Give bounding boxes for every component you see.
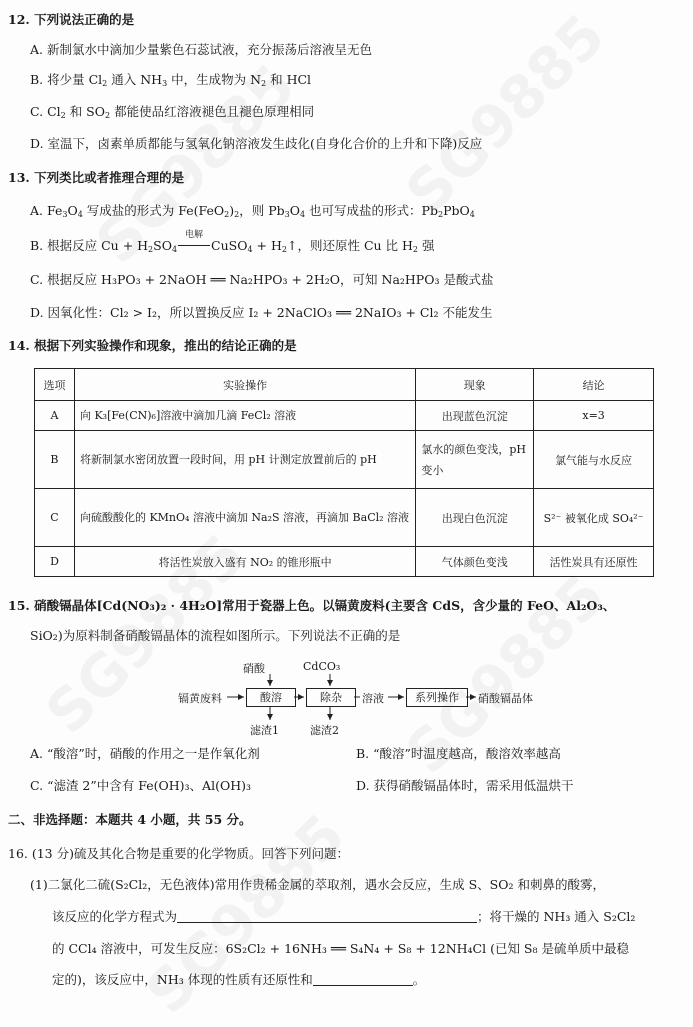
question-15-stem-cont: SiO₂)为原料制备硝酸镉晶体的流程如图所示。下列说法不正确的是 (30, 628, 401, 643)
flow-solution: 溶液 (362, 692, 384, 705)
question-13-stem: 13. 下列类比或者推理合理的是 (8, 170, 185, 185)
q12-option-b[interactable]: B. 将少量 $Cl_2$ 通入 $NH_3$ 中，生成物为 $N_2$ 和 HCl (30, 72, 312, 88)
flow-end-product: 硝酸镉晶体 (478, 692, 533, 705)
flow-start: 镉黄废料 (178, 692, 222, 705)
q12-option-c[interactable]: C. $Cl_2$ 和 $SO_2$ 都能使品红溶液褪色且褪色原理相同 (30, 104, 315, 120)
q16-part1-line3: 的 CCl₄ 溶液中，可发生反应：6S₂Cl₂ + 16NH₃ ══ S₄N₄ + S₈ + 12NH₄Cl (已知 S₈ 是硫单质中最稳 (52, 941, 629, 956)
row-operation: 向硫酸酸化的 KMnO₄ 溶液中滴加 Na₂S 溶液，再滴加 BaCl₂ 溶液 (74, 489, 415, 547)
row-operation: 将活性炭放入盛有 NO₂ 的锥形瓶中 (74, 547, 415, 577)
q13-option-d[interactable]: D. 因氧化性：Cl₂ > I₂，所以置换反应 I₂ + 2NaClO₃ ══ 2NaIO₃ + Cl₂ 不能发生 (30, 305, 493, 320)
q13-option-b[interactable]: B. 根据反应 $Cu + H_2SO_4$ 电解 CuSO$_4$ + $H_2↑$，则还原性 Cu 比 $H_2$ 强 (30, 238, 435, 258)
q12-option-a[interactable]: A. 新制氯水中滴加少量紫色石蕊试液，充分振荡后溶液呈无色 (30, 42, 372, 57)
question-14-stem: 14. 根据下列实验操作和现象，推出的结论正确的是 (8, 338, 297, 353)
section-2-heading: 二、非选择题：本题共 4 小题，共 55 分。 (8, 812, 252, 827)
row-operation: 将新制氯水密闭放置一段时间，用 pH 计测定放置前后的 pH (74, 431, 415, 489)
answer-blank-equation[interactable] (177, 910, 477, 923)
row-option: B (35, 431, 75, 489)
q15-option-a[interactable]: A. “酸溶”时，硝酸的作用之一是作氧化剂 (30, 746, 260, 761)
flow-reagent-nitric-acid: 硝酸 (243, 662, 265, 675)
question-12-stem: 12. 下列说法正确的是 (8, 12, 135, 27)
answer-blank-property[interactable] (313, 973, 413, 986)
row-conclusion: S²⁻ 被氧化成 SO₄²⁻ (534, 489, 654, 547)
row-option: C (35, 489, 75, 547)
row-phenomenon: 出现蓝色沉淀 (416, 401, 534, 431)
q16-part1-line1: (1)二氯化二硫(S₂Cl₂，无色液体)常用作贵稀金属的萃取剂，遇水会反应，生成 S、SO₂ 和刺鼻的酸雾， (30, 877, 605, 892)
flow-step-series-operation: 系列操作 (406, 688, 468, 707)
q13-option-c[interactable]: C. 根据反应 H₃PO₃ + 2NaOH ══ Na₂HPO₃ + 2H₂O，可知 Na₂HPO₃ 是酸式盐 (30, 272, 494, 287)
row-conclusion: 活性炭具有还原性 (534, 547, 654, 577)
question-15-stem: 15. 硝酸镉晶体[Cd(NO₃)₂ · 4H₂O]常用于瓷器上色。以镉黄废料(主要含 CdS，含少量的 FeO、Al₂O₃、 (8, 598, 616, 613)
header-phenomenon: 现象 (416, 369, 534, 401)
table-row[interactable] (35, 489, 654, 547)
row-phenomenon: 氯水的颜色变浅，pH 变小 (416, 431, 534, 489)
row-operation: 向 K₃[Fe(CN)₆]溶液中滴加几滴 FeCl₂ 溶液 (74, 401, 415, 431)
row-option: D (35, 547, 75, 577)
header-conclusion: 结论 (534, 369, 654, 401)
electrolysis-condition: 电解 (185, 230, 204, 240)
header-option: 选项 (35, 369, 75, 401)
q15-option-c[interactable]: C. “滤渣 2”中含有 Fe(OH)₃、Al(OH)₃ (30, 778, 251, 793)
table-header-row (35, 369, 654, 401)
table-row[interactable] (35, 431, 654, 489)
watermark (393, 1, 618, 226)
q16-part1-line4: 定的)，该反应中，NH₃ 体现的性质有还原性和 。 (52, 972, 426, 987)
q13-option-a[interactable]: A. $Fe_3O_4$ 写成盐的形式为 $Fe(FeO_2)_2$，则 $Pb_3O_4$ 也可写成盐的形式：$Pb_2PbO_4$ (30, 203, 475, 219)
table-row[interactable] (35, 547, 654, 577)
q16-part1-line2: 该反应的化学方程式为 ；将干燥的 NH₃ 通入 S₂Cl₂ (52, 909, 636, 924)
row-conclusion: x=3 (534, 401, 654, 431)
row-phenomenon: 出现白色沉淀 (416, 489, 534, 547)
flow-residue-2: 滤渣2 (310, 724, 339, 737)
row-option: A (35, 401, 75, 431)
flow-step-acid-dissolve: 酸溶 (246, 688, 296, 707)
flow-residue-1: 滤渣1 (250, 724, 279, 737)
row-conclusion: 氯气能与水反应 (534, 431, 654, 489)
question-16-stem: 16. (13 分)硫及其化合物是重要的化学物质。回答下列问题： (8, 846, 349, 861)
table-row[interactable] (35, 401, 654, 431)
header-operation: 实验操作 (74, 369, 415, 401)
flow-reagent-cdco3: CdCO₃ (303, 660, 341, 673)
q15-option-d[interactable]: D. 获得硝酸镉晶体时，需采用低温烘干 (356, 778, 574, 793)
experiment-table (34, 368, 654, 577)
q12-option-d[interactable]: D. 室温下，卤素单质都能与氢氧化钠溶液发生歧化(自身化合价的上升和下降)反应 (30, 136, 483, 151)
flow-step-impurity-removal: 除杂 (306, 688, 356, 707)
row-phenomenon: 气体颜色变浅 (416, 547, 534, 577)
q15-option-b[interactable]: B. “酸溶”时温度越高，酸溶效率越高 (356, 746, 561, 761)
